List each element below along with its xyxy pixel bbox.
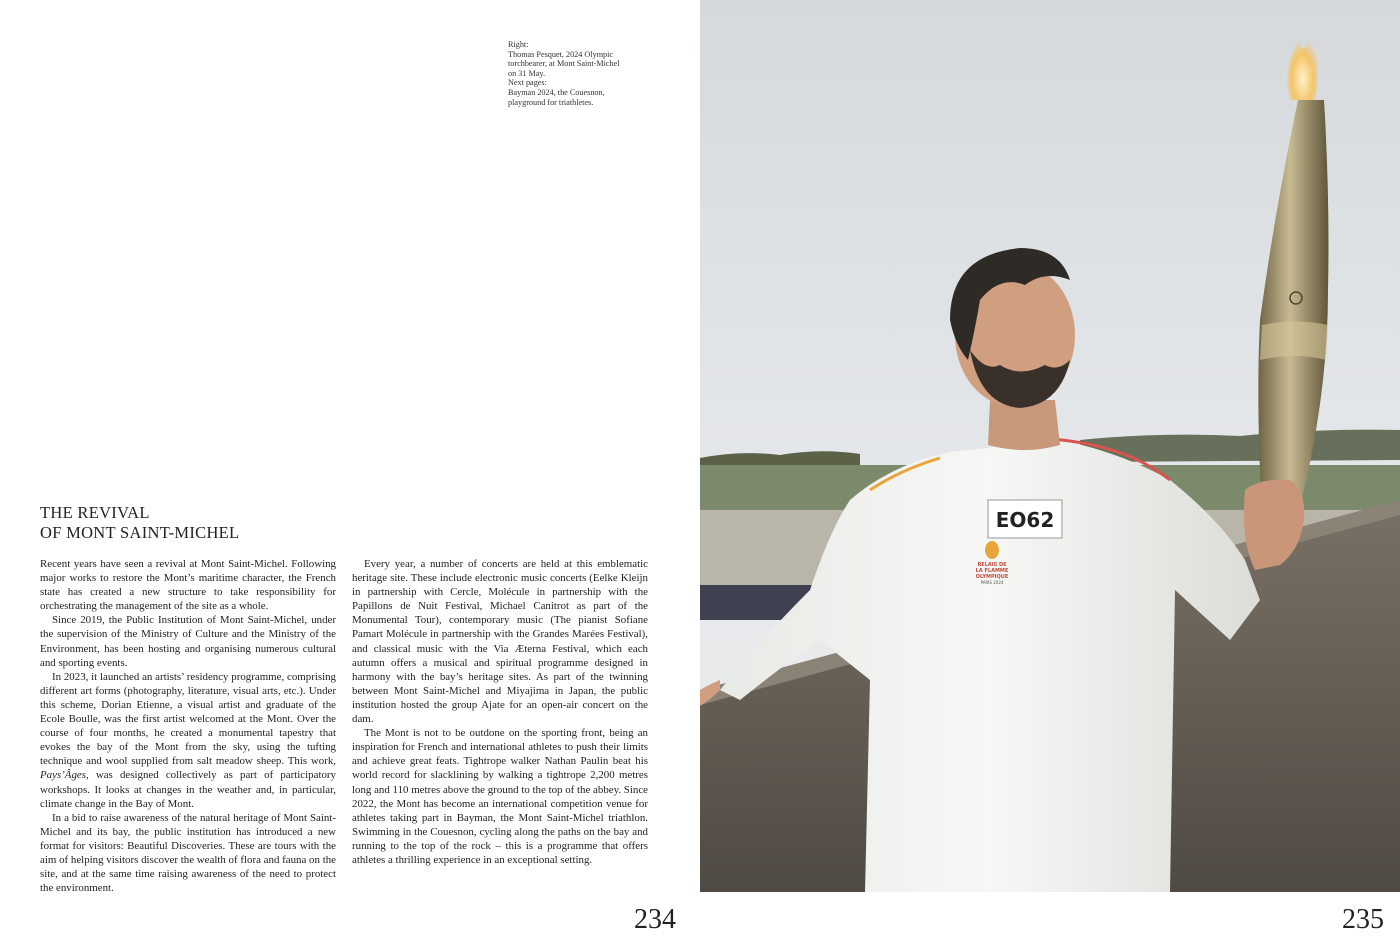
paragraph: Since 2019, the Public Institution of Mont Saint-Michel, under the supervision of the Ministry of Culture and the Ministry of the Environment, has been hosting and organising numerous cultural and sporting events.: [40, 614, 336, 669]
paragraph: [40, 670, 336, 811]
paragraph: In a bid to raise awareness of the natural heritage of Mont Saint-Michel and its bay, the public institution has introduced a new format for visitors: Beautiful Discoveries. These are tours with the aim of helping visitors discover the wealth of flora and fauna on the site, and at the same time raising awareness of the need to protect the environment.: [40, 811, 336, 895]
article-title: [40, 503, 340, 543]
logo-text: RELAIS DE: [977, 562, 1007, 568]
torchbearer-photo: [700, 0, 1400, 892]
paragraph: Every year, a number of concerts are held at this emblematic heritage site. These include electronic music concerts (Eelke Kleijn in partnership with Cercle, Molécule in partnership with the Papillons de Nuit Festival, Michael Canitrot as part of the Monumental Tour), contemporary music (The pianist Sofiane Pamart Molécule in partnership with the Grandes Marées Festival), and classical music with the Via Æterna Festival, which each autumn offers a musical and spiritual programme designed in harmony with the bay’s heritage sites. As part of the twinning between Mont Saint-Michel and Miyajima in Japan, the public institution hosted the group Ajate for an open-air concert on the dam.: [352, 558, 648, 726]
photo-illustration: [700, 0, 1400, 892]
paragraph: The Mont is not to be outdone on the sporting front, being an inspiration for French and international athletes to push their limits and achieve great feats. Tightrope walker Nathan Paulin beat his world record for slacklining by walking a tightrope 2,200 metres long and 110 metres above the ground to the top of the abbey. Since 2022, the Mont has become an international competition venue for athletes taking part in Bayman, the Mont Saint-Michel triathlon. Swimming in the Couesnon, cycling along the paths on the bay and running to the top of the rock – this is a programme that offers athletes a thrilling experience in an exceptional setting.: [352, 727, 648, 866]
paragraph-text: In 2023, it launched an artists’ residency programme, comprising different art forms (photography, literature, visual arts, etc.). Under this scheme, Dorian Etienne, a visual artist and graduate of the Ecole Boulle, was the first artist welcomed at the Mont. Over the course of four months, he created a monumental tapestry that evokes the bay of the Mont from the sky, using the tufting technique and wool supplied from salt meadow sheep. This work,: [40, 670, 336, 768]
caption-line: Bayman 2024, the Couesnon,: [508, 87, 605, 97]
caption-line: Next pages:: [508, 78, 547, 88]
caption-line: Thomas Pesquet, 2024 Olympic: [508, 49, 614, 59]
logo-text: OLYMPIQUE: [975, 574, 1009, 580]
caption-line: torchbearer, at Mont Saint-Michel: [508, 59, 620, 69]
paragraph-text: , was designed collectively as part of participatory workshops. It looks at changes in the weather and, in particular, climate change in the Bay of Mont.: [40, 769, 336, 810]
text-column-1: [40, 557, 336, 895]
text-column-2: [352, 557, 648, 867]
article-title-line-1: THE REVIVAL: [40, 503, 150, 522]
page-number-left: 234: [634, 904, 676, 935]
artwork-title: Pays’Âges: [40, 769, 86, 782]
bib-number: EO62: [995, 508, 1055, 532]
caption-line: playground for triathletes.: [508, 97, 594, 107]
caption-line: on 31 May.: [508, 68, 545, 78]
logo-text: LA FLAMME: [975, 568, 1009, 574]
logo-flame-icon: [985, 541, 999, 559]
torch-band: [1260, 322, 1328, 361]
photo-caption: [508, 40, 648, 107]
caption-line: Right:: [508, 40, 529, 49]
logo-text: PARIS 2024: [980, 580, 1004, 585]
paragraph: Recent years have seen a revival at Mont Saint-Michel. Following major works to restore the Mont’s maritime character, the French state has created a new structure to take responsibility for orchestrating the management of the site as a whole.: [40, 558, 336, 613]
page-number-right: 235: [1342, 904, 1384, 935]
article-title-line-2: OF MONT SAINT-MICHEL: [40, 523, 240, 542]
